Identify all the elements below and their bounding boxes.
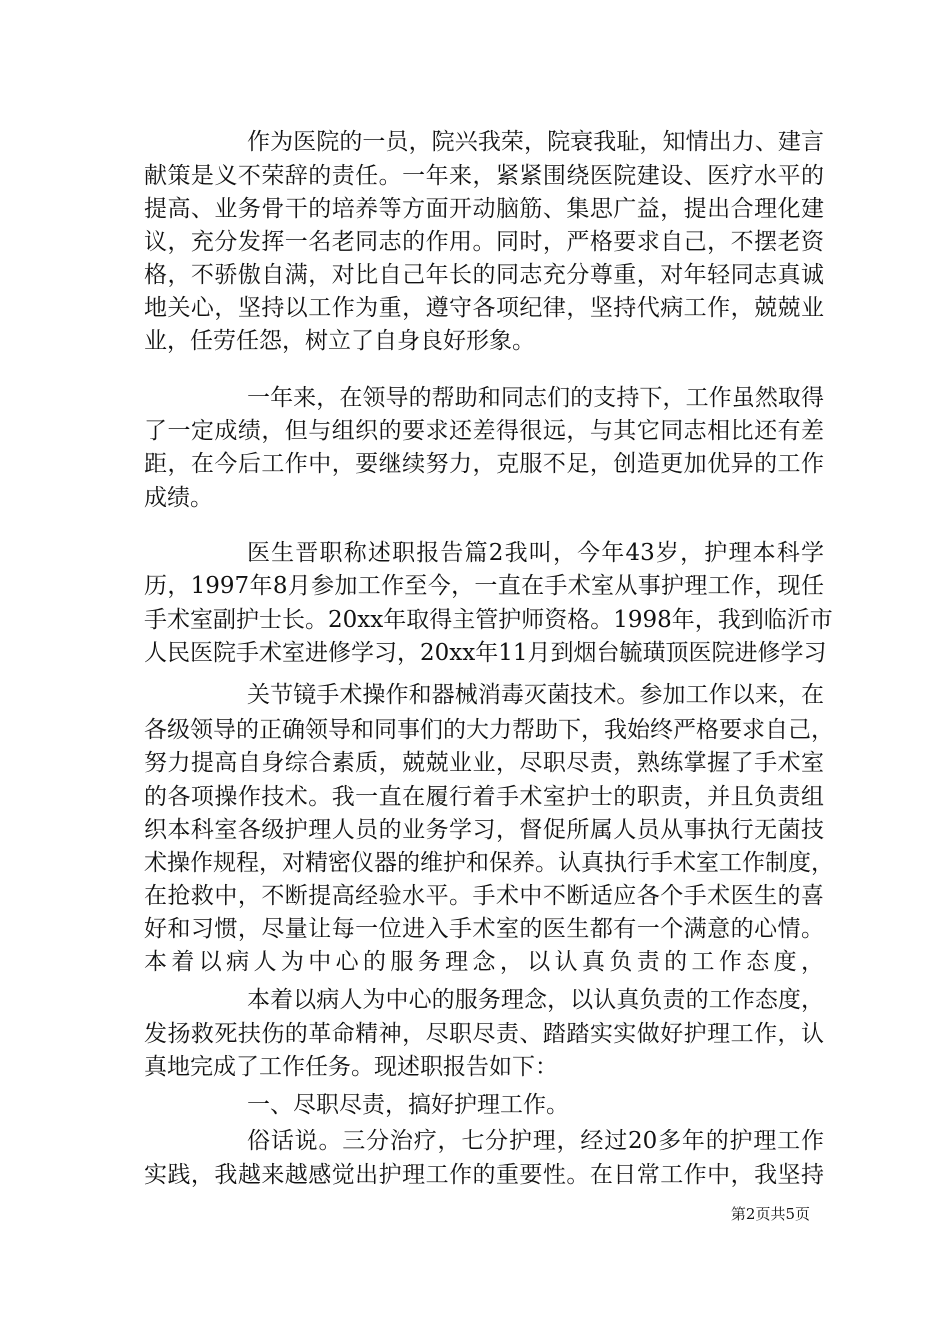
- text-line-15: 人民医院手术室进修学习，20xx年11月到烟台毓璜顶医院进修学习: [144, 640, 827, 666]
- text-line-30: 实践，我越来越感觉出护理工作的重要性。在日常工作中，我坚持: [144, 1162, 824, 1188]
- text-line-27: 真地完成了工作任务。现述职报告如下：: [144, 1054, 558, 1080]
- text-line-19: 的各项操作技术。我一直在履行着手术室护士的职责，并且负责组: [144, 784, 824, 810]
- text-line-4: 议，充分发挥一名老同志的作用。同时，严格要求自己，不摆老资: [144, 229, 824, 255]
- text-line-29: 俗话说。三分治疗，七分护理，经过20多年的护理工作: [247, 1128, 824, 1154]
- text-line-10: 距，在今后工作中，要继续努力，克服不足，创造更加优异的工作: [144, 451, 824, 477]
- text-line-16: 关节镜手术操作和器械消毒灭菌技术。参加工作以来，在: [247, 682, 824, 708]
- text-line-9: 了一定成绩，但与组织的要求还差得很远，与其它同志相比还有差: [144, 418, 824, 444]
- text-line-14: 手术室副护士长。20xx年取得主管护师资格。1998年，我到临沂市: [144, 607, 833, 633]
- text-line-12: 医生晋职称述职报告篇2我叫，今年43岁，护理本科学: [247, 540, 824, 566]
- text-line-22: 在抢救中，不断提高经验水平。手术中不断适应各个手术医生的喜: [144, 883, 824, 909]
- text-line-6: 地关心，坚持以工作为重，遵守各项纪律，坚持代病工作，兢兢业: [144, 295, 824, 321]
- text-line-7: 业，任劳任怨，树立了自身良好形象。: [144, 328, 535, 354]
- text-line-20: 织本科室各级护理人员的业务学习，督促所属人员从事执行无菌技: [144, 817, 824, 843]
- text-line-18: 努力提高自身综合素质，兢兢业业，尽职尽责，熟练掌握了手术室: [144, 750, 824, 776]
- text-line-28: 一、尽职尽责，搞好护理工作。: [247, 1092, 569, 1118]
- text-line-26: 发扬救死扶伤的革命精神，尽职尽责、踏踏实实做好护理工作，认: [144, 1021, 824, 1047]
- text-line-2: 献策是义不荣辞的责任。一年来，紧紧围绕医院建设、医疗水平的: [144, 163, 824, 189]
- text-line-5: 格，不骄傲自满，对比自己年长的同志充分尊重，对年轻同志真诚: [144, 262, 824, 288]
- text-line-17: 各级领导的正确领导和同事们的大力帮助下，我始终严格要求自己，: [144, 717, 834, 743]
- text-line-23: 好和习惯，尽量让每一位进入手术室的医生都有一个满意的心情。: [144, 916, 824, 942]
- text-line-8: 一年来，在领导的帮助和同志们的支持下，工作虽然取得: [247, 385, 824, 411]
- text-line-1: 作为医院的一员，院兴我荣，院衰我耻，知情出力、建言: [247, 129, 824, 155]
- text-line-11: 成绩。: [144, 485, 213, 511]
- text-line-24: 本着以病人为中心的服务理念，以认真负责的工作态度，: [144, 949, 824, 975]
- text-line-25: 本着以病人为中心的服务理念，以认真负责的工作态度，: [247, 987, 824, 1013]
- text-line-21: 术操作规程，对精密仪器的维护和保养。认真执行手术室工作制度，: [144, 850, 834, 876]
- page-number-footer: 第2页共5页: [730, 1205, 810, 1223]
- text-line-3: 提高、业务骨干的培养等方面开动脑筋、集思广益，提出合理化建: [144, 196, 824, 222]
- text-line-13: 历，1997年8月参加工作至今，一直在手术室从事护理工作，现任: [144, 573, 824, 599]
